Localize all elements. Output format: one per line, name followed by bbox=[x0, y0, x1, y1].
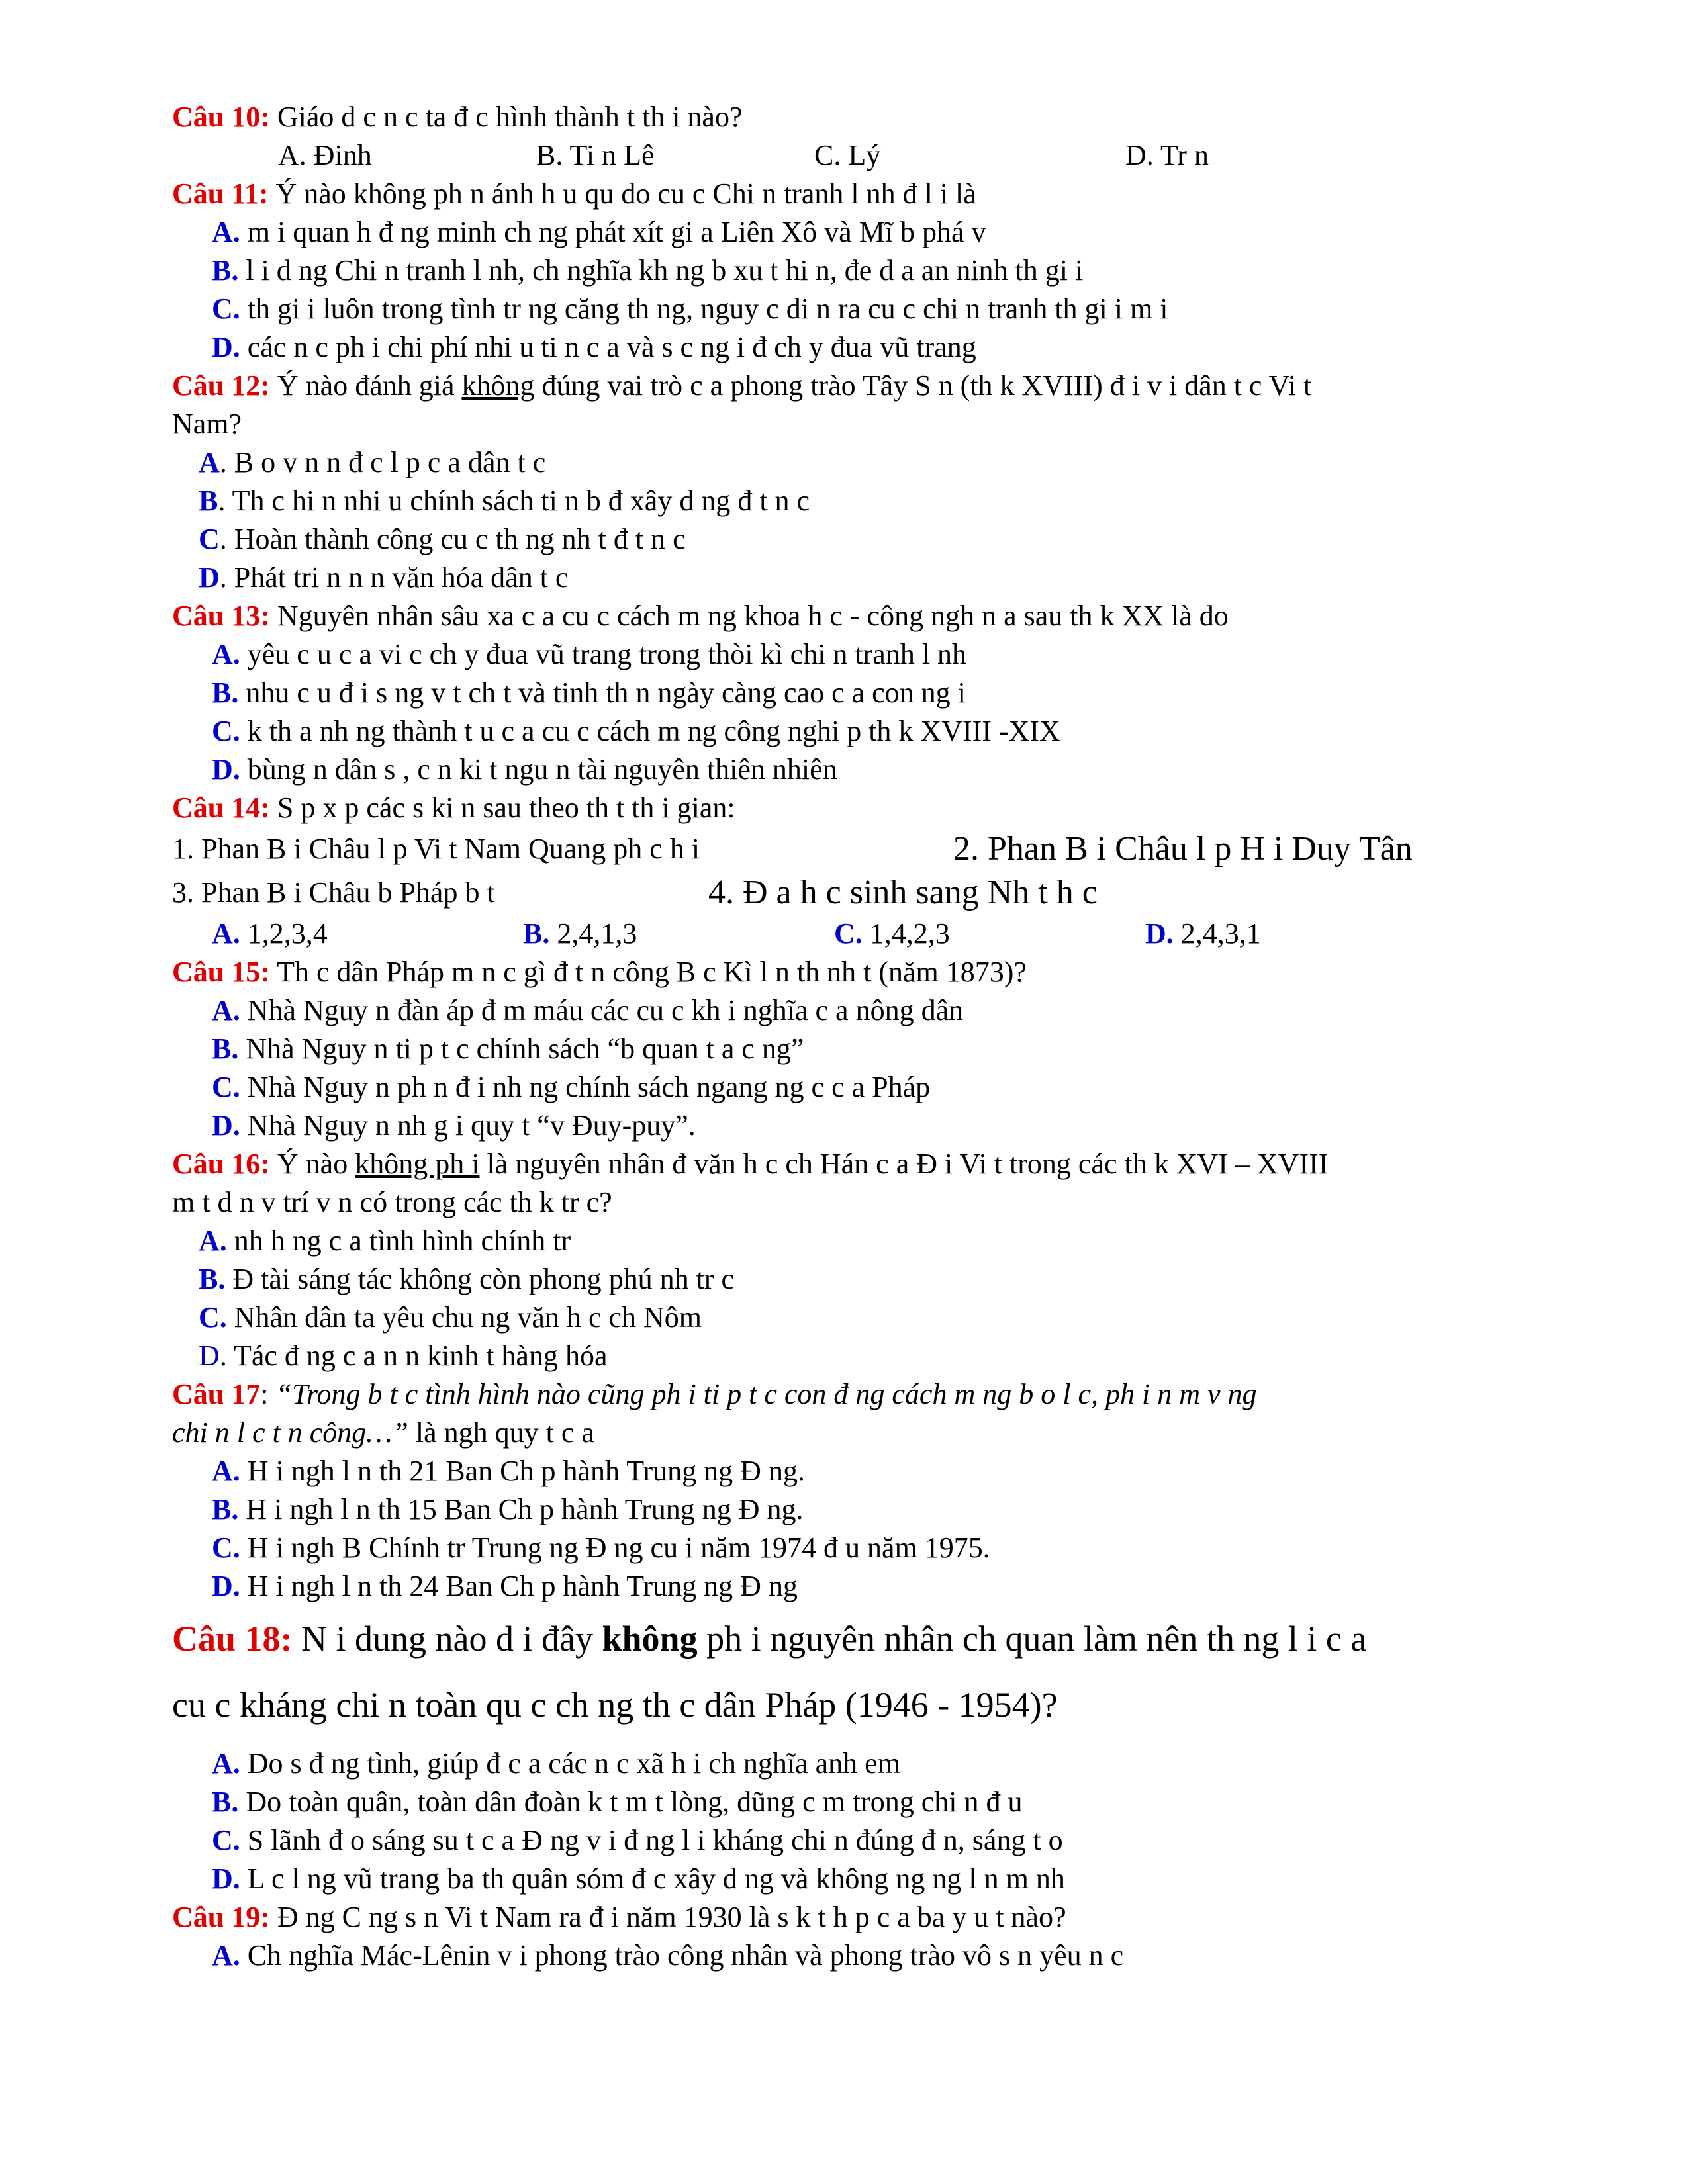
option-text: các n c ph i chi phí nhi u ti n c a và s c ng i đ ch y đua vũ trang bbox=[240, 331, 976, 363]
option-letter: C. bbox=[212, 1071, 240, 1103]
option-letter: B. bbox=[199, 1263, 226, 1295]
option-b bbox=[172, 1783, 1589, 1821]
option-c bbox=[172, 520, 1589, 559]
question-text: Ý nào bbox=[269, 1148, 355, 1180]
option-letter: A. bbox=[212, 917, 240, 950]
option-b bbox=[172, 1490, 1589, 1529]
option-c bbox=[172, 1821, 1589, 1860]
question-13 bbox=[172, 597, 1589, 635]
question-label: Câu 16: bbox=[172, 1148, 270, 1180]
question-16 bbox=[172, 1145, 1589, 1183]
events-row-1 bbox=[172, 827, 1589, 871]
option-text: bùng n dân s , c n ki t ngu n tài nguyên thiên nhiên bbox=[240, 753, 837, 786]
option-c: C. Lý bbox=[814, 139, 881, 171]
question-text: Ý nào đánh giá bbox=[269, 369, 462, 402]
option-text: . Phát tri n n n văn hóa dân t c bbox=[219, 561, 569, 594]
option-letter: A. bbox=[212, 1939, 240, 1972]
question-text: Đ ng C ng s n Vi t Nam ra đ i năm 1930 là s k t h p c a ba y u t nào? bbox=[269, 1901, 1066, 1933]
question-text: Giáo d c n c ta đ c hình thành t th i nào? bbox=[269, 101, 743, 133]
option-c bbox=[172, 1529, 1589, 1567]
option-letter: B. bbox=[212, 1493, 239, 1525]
option-text: H i ngh l n th 15 Ban Ch p hành Trung ng Đ ng. bbox=[238, 1493, 804, 1525]
option-text: S lãnh đ o sáng su t c a Đ ng v i đ ng l i kháng chi n đúng đ n, sáng t o bbox=[240, 1824, 1063, 1856]
option-text: l i d ng Chi n tranh l nh, ch nghĩa kh ng b xu t hi n, đe d a an ninh th gi i bbox=[238, 254, 1084, 287]
question-16-line2: m t d n v trí v n có trong các th k tr c? bbox=[172, 1186, 612, 1218]
question-11 bbox=[172, 175, 1589, 213]
exam-page bbox=[172, 98, 1589, 1975]
option-b bbox=[172, 1260, 1589, 1298]
option-letter: C. bbox=[212, 293, 240, 325]
option-a bbox=[172, 991, 1589, 1030]
question-12-line2: Nam? bbox=[172, 408, 242, 440]
question-15 bbox=[172, 953, 1589, 991]
option-d bbox=[172, 1337, 1589, 1375]
answer-b bbox=[523, 915, 637, 953]
option-letter: A. bbox=[199, 1224, 227, 1257]
option-b bbox=[172, 1030, 1589, 1068]
option-letter: A bbox=[199, 446, 220, 478]
option-text: H i ngh l n th 24 Ban Ch p hành Trung ng Đ ng bbox=[240, 1570, 798, 1602]
question-label: Câu 17 bbox=[172, 1378, 261, 1410]
option-letter: D bbox=[199, 561, 220, 594]
option-text: H i ngh B Chính tr Trung ng Đ ng cu i năm 1974 đ u năm 1975. bbox=[240, 1531, 990, 1564]
question-emphasis: không bbox=[461, 369, 535, 402]
question-label: Câu 11: bbox=[172, 177, 269, 210]
option-b bbox=[172, 251, 1589, 290]
option-text: . Tác đ ng c a n n kinh t hàng hóa bbox=[219, 1340, 608, 1372]
question-18-line2: cu c kháng chi n toàn qu c ch ng th c dân Pháp (1946 - 1954)? bbox=[172, 1685, 1058, 1725]
option-text: m i quan h đ ng minh ch ng phát xít gi a Liên Xô và Mĩ b phá v bbox=[240, 216, 986, 248]
option-a bbox=[172, 1452, 1589, 1490]
answer-a bbox=[212, 915, 328, 953]
question-text: Th c dân Pháp m n c gì đ t n công B c Kì l n th nh t (năm 1873)? bbox=[269, 956, 1027, 988]
question-label: Câu 13: bbox=[172, 600, 270, 632]
option-letter: C. bbox=[212, 1824, 240, 1856]
option-text: Nhân dân ta yêu chu ng văn h c ch Nôm bbox=[226, 1301, 702, 1334]
option-b: B. Ti n Lê bbox=[536, 139, 655, 171]
option-letter: C bbox=[199, 523, 220, 555]
option-letter: C. bbox=[199, 1301, 227, 1334]
option-letter: D. bbox=[212, 753, 240, 786]
option-text: . B o v n n đ c l p c a dân t c bbox=[219, 446, 546, 478]
option-b bbox=[172, 482, 1589, 520]
event-1: 1. Phan B i Châu l p Vi t Nam Quang ph c h i bbox=[172, 833, 700, 865]
question-text: N i dung nào d i đây bbox=[292, 1619, 602, 1659]
option-letter: B. bbox=[212, 1032, 239, 1065]
option-text: k th a nh ng thành t u c a cu c cách m ng công nghi p th k XVIII -XIX bbox=[240, 715, 1060, 747]
option-text: L c l ng vũ trang ba th quân sóm đ c xây d ng và không ng ng l n m nh bbox=[240, 1862, 1065, 1895]
question-label: Câu 14: bbox=[172, 792, 270, 824]
question-text-cont: là nguyên nhân đ văn h c ch Hán c a Đ i Vi t trong các th k XVI – XVIII bbox=[479, 1148, 1329, 1180]
option-letter: D. bbox=[212, 1109, 240, 1142]
event-3: 3. Phan B i Châu b Pháp b t bbox=[172, 876, 495, 909]
quote-text-cont: chi n l c t n công…” bbox=[172, 1416, 408, 1449]
option-letter: A. bbox=[212, 1747, 240, 1780]
option-c bbox=[172, 712, 1589, 751]
option-letter: C. bbox=[834, 917, 863, 950]
option-letter: A. bbox=[212, 216, 240, 248]
option-d bbox=[172, 1567, 1589, 1606]
option-a bbox=[172, 1936, 1589, 1975]
option-text: Ch nghĩa Mác-Lênin v i phong trào công nhân và phong trào vô s n yêu n c bbox=[240, 1939, 1124, 1972]
option-letter: D. bbox=[212, 331, 240, 363]
option-a bbox=[172, 443, 1589, 482]
option-c bbox=[172, 1068, 1589, 1107]
option-d bbox=[172, 1860, 1589, 1898]
question-label: Câu 19: bbox=[172, 1901, 270, 1933]
question-18 bbox=[172, 1606, 1589, 1672]
option-text: nhu c u đ i s ng v t ch t và tinh th n ngày càng cao c a con ng i bbox=[238, 676, 966, 709]
option-text: 1,2,3,4 bbox=[240, 917, 328, 950]
option-d: D. Tr n bbox=[1125, 139, 1209, 171]
option-text: Nhà Nguy n đàn áp đ m máu các cu c kh i nghĩa c a nông dân bbox=[240, 994, 964, 1026]
question-17 bbox=[172, 1375, 1589, 1414]
option-letter: B. bbox=[523, 917, 550, 950]
question-label: Câu 12: bbox=[172, 369, 270, 402]
option-text: . Th c hi n nhi u chính sách ti n b đ xây d ng đ t n c bbox=[218, 484, 810, 517]
option-letter: B bbox=[199, 484, 218, 517]
option-a: A. Đinh bbox=[278, 139, 372, 171]
option-letter: D. bbox=[1145, 917, 1174, 950]
events-row-2 bbox=[172, 871, 1589, 915]
question-text-cont: đúng vai trò c a phong trào Tây S n (th k XVIII) đ i v i dân t c Vi t bbox=[534, 369, 1312, 402]
option-c bbox=[172, 290, 1589, 328]
question-14 bbox=[172, 789, 1589, 827]
option-text: Nhà Nguy n ph n đ i nh ng chính sách ngang ng c c a Pháp bbox=[240, 1071, 931, 1103]
question-10 bbox=[172, 98, 1589, 136]
question-text: Ý nào không ph n ánh h u qu do cu c Chi n tranh l nh đ l i là bbox=[268, 177, 976, 210]
option-text: Đ tài sáng tác không còn phong phú nh tr c bbox=[225, 1263, 734, 1295]
option-text: 2,4,1,3 bbox=[549, 917, 637, 950]
event-4: 4. Đ a h c sinh sang Nh t h c bbox=[708, 874, 1098, 911]
question-10-options bbox=[172, 136, 1589, 175]
question-label: Câu 18: bbox=[172, 1619, 293, 1659]
option-text: . Hoàn thành công cu c th ng nh t đ t n c bbox=[219, 523, 686, 555]
option-text: 2,4,3,1 bbox=[1173, 917, 1261, 950]
option-letter: A. bbox=[212, 994, 240, 1026]
option-d bbox=[172, 328, 1589, 367]
option-letter: B. bbox=[212, 1786, 239, 1818]
answer-d bbox=[1145, 915, 1261, 953]
option-a bbox=[172, 1745, 1589, 1783]
question-emphasis: không ph i bbox=[355, 1148, 480, 1180]
quote-text: “Trong b t c tình hình nào cũng ph i ti p t c con đ ng cách m ng b o l c, ph i n m v ng bbox=[275, 1378, 1257, 1410]
question-text: Nguyên nhân sâu xa c a cu c cách m ng khoa h c - công ngh n a sau th k XX là do bbox=[269, 600, 1229, 632]
option-d bbox=[172, 559, 1589, 597]
option-c bbox=[172, 1298, 1589, 1337]
option-a bbox=[172, 635, 1589, 674]
option-text: H i ngh l n th 21 Ban Ch p hành Trung ng Đ ng. bbox=[240, 1455, 805, 1487]
option-text: Nhà Nguy n ti p t c chính sách “b quan t a c ng” bbox=[238, 1032, 804, 1065]
question-emphasis: không bbox=[602, 1619, 698, 1659]
option-letter: D bbox=[199, 1340, 220, 1372]
question-colon: : bbox=[260, 1378, 276, 1410]
option-letter: C. bbox=[212, 1531, 240, 1564]
option-letter: D. bbox=[212, 1570, 240, 1602]
option-d bbox=[172, 751, 1589, 789]
option-letter: B. bbox=[212, 254, 239, 287]
option-letter: C. bbox=[212, 715, 240, 747]
question-17-line2 bbox=[172, 1414, 1589, 1452]
event-2: 2. Phan B i Châu l p H i Duy Tân bbox=[953, 830, 1413, 868]
option-text: 1,4,2,3 bbox=[862, 917, 950, 950]
option-b bbox=[172, 674, 1589, 712]
question-text: S p x p các s ki n sau theo th t th i gian: bbox=[269, 792, 735, 824]
option-text: Do toàn quân, toàn dân đoàn k t m t lòng, dũng c m trong chi n đ u bbox=[238, 1786, 1023, 1818]
option-d bbox=[172, 1107, 1589, 1145]
option-text: Do s đ ng tình, giúp đ c a các n c xã h i ch nghĩa anh em bbox=[240, 1747, 900, 1780]
option-text: nh h ng c a tình hình chính tr bbox=[226, 1224, 571, 1257]
option-a bbox=[172, 213, 1589, 251]
option-letter: B. bbox=[212, 676, 239, 709]
option-letter: D. bbox=[212, 1862, 240, 1895]
question-14-answers bbox=[172, 915, 1589, 953]
question-19 bbox=[172, 1898, 1589, 1936]
question-12 bbox=[172, 367, 1589, 405]
option-text: yêu c u c a vi c ch y đua vũ trang trong thòi kì chi n tranh l nh bbox=[240, 638, 967, 670]
option-letter: A. bbox=[212, 638, 240, 670]
option-a bbox=[172, 1222, 1589, 1260]
answer-c bbox=[834, 915, 950, 953]
option-text: th gi i luôn trong tình tr ng căng th ng, nguy c di n ra cu c chi n tranh th gi i m i bbox=[240, 293, 1168, 325]
question-label: Câu 10: bbox=[172, 101, 270, 133]
option-text: Nhà Nguy n nh g i quy t “v Đuy-puy”. bbox=[240, 1109, 696, 1142]
question-text-cont: ph i nguyên nhân ch quan làm nên th ng l i c a bbox=[697, 1619, 1367, 1659]
question-label: Câu 15: bbox=[172, 956, 270, 988]
question-text: là ngh quy t c a bbox=[408, 1416, 594, 1449]
option-letter: A. bbox=[212, 1455, 240, 1487]
